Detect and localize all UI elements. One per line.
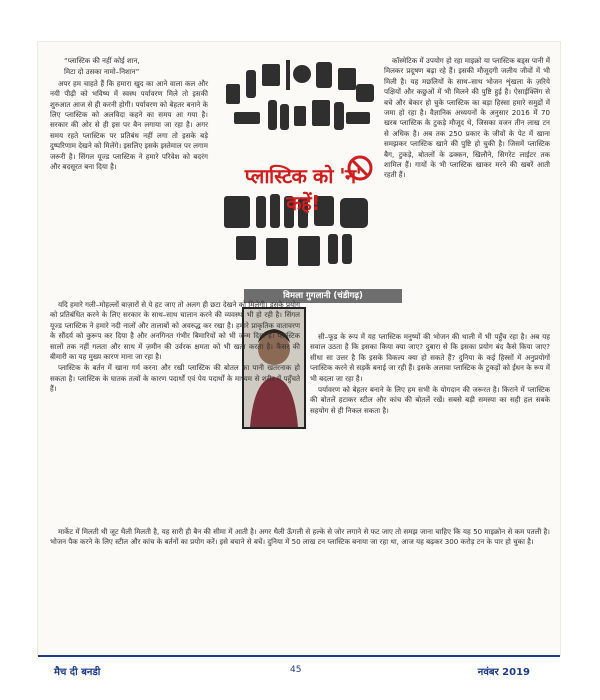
paragraph: मार्केट में मिलती थी जूट थैली मिलती है, यह सारी ही बैन की सीमा में आती है। अगर थैली ऊँगली से हल्के से जोर लगाने से फट जाए तो समझ जाना चाहिए कि यह 50 माइक्रोन से कम पतली है। भोजन पैक करने के लिए स्टील और कांच के बर्तनों का प्रयोग करें। इसे बचाने से बचें। दुनिया में 50 लाख टन प्लास्टिक बनाया जा रहा था, आज यह बढ़कर 300 करोड़ टन के पार हो चुका है। (50, 527, 550, 547)
paragraph: सी–फूड के रूप में यह प्लास्टिक मनुष्यों की भोजन की थाली में भी पहुँच रहा है। अब यह सवाल उठता है कि इसका किया क्या जाए? दुबारा से कि इसका प्रयोग बंद कैसे किया जाए? सीधा सा उत्तर है कि इसके विकल्प क्या हो सकते हैं? दुनिया के कई हिस्सों में अनुप्रयोगों प्लास्टिक करने से सड़कें बनाई जा रही हैं। इसके अलावा प्लास्टिक के टुकड़ों को ईंधन के रूप में भी बदला जा रहा है। (310, 332, 550, 383)
bottle-icon (246, 70, 256, 98)
author-byline: विमला गुगलानी (चंडीगढ़) (244, 289, 402, 303)
article-title: प्लास्टिक को 'न' कहें! (244, 164, 362, 215)
bottom-left-column (50, 300, 300, 396)
lid-icon (293, 65, 311, 83)
straw-icon (286, 60, 290, 90)
bottle-icon (268, 100, 277, 130)
tray-icon (234, 112, 260, 124)
left-top-column (50, 56, 208, 173)
bottom-right-column (310, 332, 550, 417)
right-top-column (384, 56, 550, 182)
bag-icon (266, 238, 288, 266)
poem-line: “प्लास्टिक की नहीं कोई शान, (64, 56, 140, 65)
paragraph: पर्यावरण को बेहतर बनाने के लिए हम सभी के योगदान की जरूरत है। किराने में प्लास्टिक की बोतलें हटाकर स्टील और कांच की बोतलें रखें। सबसे बड़ी समस्या का सही हल सबके सहयोग से ही निकल सकता है। (310, 385, 550, 415)
paragraph: अपर हम चाहते हैं कि हमारा खुद का आने वाला कल और नयी पीढ़ी को भविष्य में स्वस्थ पर्यावरण मिले तो इसकी शुरुआत आज से ही करनी होगी। पर्यावरण को बेहतर बनाने के लिए प्लास्टिक को अलविदा कहने का समय आ गया है। सरकार की ओर से ही इस पर बैन लगाया जा रहा है। अगर समय रहते प्लास्टिक पर प्रतिबंध नहीं लगा तो इसके बड़े दुष्परिणाम देखने को मिलेंगे। इसलिए इसके इस्तेमाल पर लगाम जरूरी है। सिंगल यूज्ड प्लास्टिक ने हमारे परिवेश को बदरंग और बदसूरत बना दिया है। (50, 78, 208, 172)
issue-date: नवंबर 2019 (477, 667, 530, 678)
magazine-name: मैच दी बनडी (54, 667, 101, 678)
cup-icon (294, 106, 306, 126)
bag-icon (312, 100, 330, 126)
page-number: 45 (290, 665, 302, 675)
cup-icon (226, 84, 240, 104)
jug-icon (316, 62, 332, 88)
tray-icon (346, 112, 370, 124)
bottle-icon (342, 234, 352, 264)
paragraph: कॉस्मेटिक में उपयोग हो रहा माइक्रो या प्लास्टिक बड्स पानी में मिलकर प्रदूषण बढ़ा रहे हैं। इसकी मौजूदगी जलीय जीवों में भी मिली है। यह मछलियों के साथ–साथ भोजन शृंखला के ज़रिये पक्षियों और कछुओं में भी मिलने की पुष्टि हुई है। ऐसाईक्लिंग से बचे और बेकार हो चुके प्लास्टिक का बड़ा हिस्सा हमारे समुद्रों में जमा हो रहा है। वैज्ञानिक अध्ययनों के अनुसार 2016 में 70 खरब प्लास्टिक के टुकड़े मौजूद थे, जिसका वजन तीन लाख टन से अधिक है। अब तक 250 प्रकार के जीवों के पेट में खाना समझकर प्लास्टिक खाने की पुष्टि हो चुकी है। जिसमें प्लास्टिक बैग, टुकड़े, बोतलों के ढक्कन, खिलौने, सिगरेट लाईटर तक शामिल हैं। गायों के भी प्लास्टिक खाकर मरने की खबरें आती रहती हैं। (384, 56, 550, 180)
magazine-page (38, 42, 560, 655)
bottle-icon (328, 234, 338, 264)
footer-rule (38, 655, 560, 657)
bag-icon (338, 68, 356, 90)
paragraph: प्लास्टिक के बर्तन में खाना गर्म करना और रखी प्लास्टिक की बोतल का पानी खतरनाक हो सकता है। प्लास्टिक के घातक तत्वों के कारण पदार्थों एवं पेय पदार्थों के माध्यम से शरीर में पहुँचते हैं। (50, 363, 300, 394)
poem-line: मिटा दो उसका नामो–निशान” (64, 67, 140, 77)
bottom-full-column (50, 527, 550, 549)
page-footer (0, 660, 600, 684)
bucket-icon (236, 236, 256, 260)
bag-icon (262, 64, 280, 86)
bottle-icon (334, 102, 344, 130)
container-icon (356, 84, 374, 102)
bag-icon (298, 236, 320, 266)
bottle-icon (280, 104, 289, 130)
paragraph: यदि हमारे गली–मोहल्लों बाज़ारों से ये हट जाए तो अलग ही छटा देखने को मिलेगी। इसके प्रयोग को प्रतिबंधित करने के लिए सरकार के साथ–साथ चालान करने की व्यवस्था भी हो रही है। सिंगल यूज्ड प्लास्टिक ने हमारे नदी नालों और तालाबों को अवरुद्ध कर रखा है। हमारे प्राकृतिक वातावरण के सौंदर्य को कुरूप कर दिया है और अनगिनत गंभीर बिमारियों को भी जन्म दिया है। प्लास्टिक सालों तक नहीं गलता और साथ में ज़मीन की उर्वरक क्षमता को भी खत्म करता है। कैंसर की बीमारी का यह मुख्य कारण माना जा रहा है। (50, 300, 300, 362)
